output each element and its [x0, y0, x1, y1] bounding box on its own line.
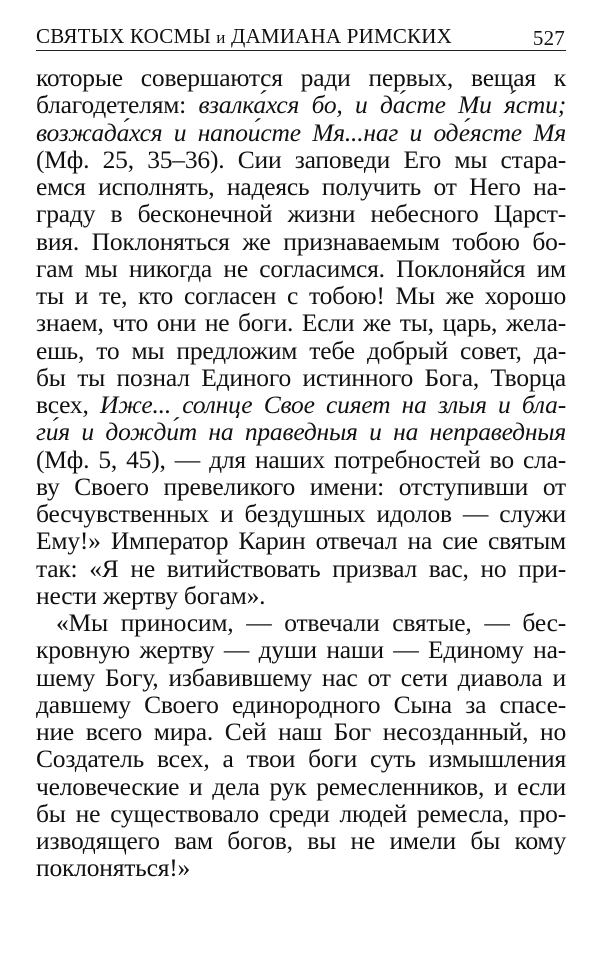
- text-line: [36, 664, 566, 691]
- text-segment: знаем, что они не боги. Если же ты, царь, жела-: [36, 308, 566, 338]
- text-line: [36, 636, 566, 663]
- scripture-quote-italic: Иже... солнце Свое сияет на злыя и бла-: [99, 390, 566, 419]
- text-line: [36, 773, 566, 800]
- text-line: [36, 228, 566, 255]
- text-segment: давшему Своего единородного Сына за спасе-: [36, 689, 566, 719]
- text-line: [36, 527, 566, 554]
- text-line: [36, 555, 566, 582]
- text-line: [36, 364, 566, 391]
- text-line: [36, 718, 566, 745]
- running-head-title-part2: ДАМИАНА РИМСКИХ: [225, 24, 452, 48]
- text-line: [36, 854, 566, 881]
- text-line: [36, 391, 566, 418]
- scripture-quote-italic: ги́я и дожди́т на праведныя и на неправедныя: [36, 417, 566, 447]
- running-head-title: [36, 24, 452, 50]
- text-line: [36, 500, 566, 527]
- scripture-quote-italic: взалка́хся бо, и да́сте Ми я́сти;: [198, 90, 566, 120]
- text-segment: ты и те, кто согласен с тобою! Мы же хорошо: [36, 281, 566, 310]
- text-line: [36, 800, 566, 827]
- text-line: [36, 337, 566, 364]
- running-head: [36, 24, 566, 51]
- body-text: [36, 64, 566, 882]
- running-head-title-conjunction: и: [216, 28, 226, 47]
- text-line: [36, 255, 566, 282]
- text-line: [36, 200, 566, 227]
- text-line: [36, 309, 566, 336]
- text-segment: ву Своего превеликого имени: отступивши от: [36, 471, 566, 501]
- text-segment: так: «Я не витийствовать призвал вас, но при-: [36, 553, 566, 583]
- scripture-quote-italic: возжада́хся и напои́сте Мя...наг и оде́ясте Мя: [36, 117, 566, 147]
- text-line: [36, 745, 566, 772]
- text-segment: бы ты познал Единого истинного Бога, Творца: [36, 362, 566, 392]
- text-line: [36, 609, 566, 636]
- text-segment: (Мф. 5, 45), — для наших потребностей во сла-: [36, 444, 566, 474]
- page-number: 527: [532, 26, 565, 50]
- text-line: [36, 64, 566, 91]
- text-segment: благодетелям:: [36, 90, 199, 120]
- text-line: [36, 691, 566, 718]
- text-segment: вия. Поклоняться же признаваемым тобою бо-: [36, 226, 566, 256]
- text-segment: емся исполнять, надеясь получить от Него на-: [36, 172, 566, 201]
- text-line: [36, 91, 566, 118]
- text-line: [36, 473, 566, 500]
- text-segment: изводящего вам богов, вы не имели бы кому: [36, 826, 566, 855]
- text-segment: нести жертву богам».: [36, 580, 266, 610]
- text-line: [36, 446, 566, 473]
- text-line: [36, 173, 566, 200]
- text-line: [36, 827, 566, 854]
- text-segment: граду в бесконечной жизни небесного Царст-: [36, 199, 566, 229]
- text-segment: Ему!» Император Карин отвечал на сие святым: [36, 526, 566, 556]
- text-line: [36, 119, 566, 146]
- running-head-title-part1: СВЯТЫХ КОСМЫ: [36, 24, 217, 48]
- text-segment: бы не существовало среди людей ремесла, про-: [36, 798, 566, 828]
- text-segment: ние всего мира. Сей наш Бог несозданный, но: [36, 717, 566, 746]
- text-segment: ешь, то мы предложим тебе добрый совет, да-: [36, 335, 566, 365]
- text-line: [36, 282, 566, 309]
- text-segment: Создатель всех, а твои боги суть измышления: [36, 744, 566, 774]
- text-segment: человеческие и дела рук ремесленников, и если: [36, 771, 566, 801]
- text-line: [36, 418, 566, 445]
- text-line: [36, 582, 566, 609]
- text-segment: «Мы приносим, — отвечали святые, — бес-: [56, 608, 566, 637]
- text-segment: поклоняться!»: [36, 853, 191, 883]
- text-line: [36, 146, 566, 173]
- text-segment: шему Богу, избавившему нас от сети диавола и: [36, 662, 566, 692]
- text-segment: всех,: [36, 390, 100, 419]
- text-segment: (Мф. 25, 35–36). Сии заповеди Его мы стара-: [36, 144, 566, 174]
- text-segment: гам мы никогда не согласимся. Поклоняйся им: [36, 253, 566, 283]
- text-segment: которые совершаются ради первых, вещая к: [36, 63, 566, 92]
- text-segment: кровную жертву — души наши — Единому на-: [36, 635, 566, 665]
- text-segment: бесчувственных и бездушных идолов — служи: [36, 499, 566, 528]
